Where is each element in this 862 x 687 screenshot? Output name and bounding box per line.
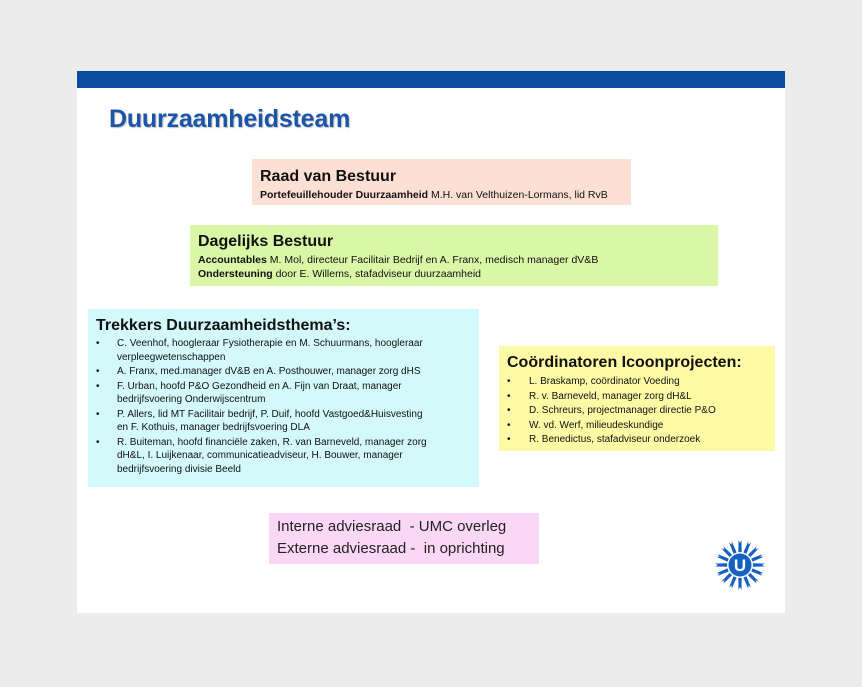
- logo-ray: [716, 554, 728, 562]
- interne-adviesraad: Interne adviesraad - UMC overleg: [277, 518, 507, 535]
- slide: [77, 71, 785, 613]
- coordinator-item: • R. Benedictus, stafadviseur onderzoek: [507, 433, 767, 447]
- dagelijks-bestuur-box: [190, 225, 718, 286]
- ondersteuning-line: [198, 267, 710, 281]
- externe-adviesraad: Externe adviesraad - in oprichting: [277, 540, 505, 557]
- logo-ray: [748, 573, 759, 584]
- trekker-item-line: dH&L, I. Luijkenaar, communicatieadviseur, H. Bouwer, manager: [117, 450, 403, 461]
- trekker-item-line: P. Allers, lid MT Facilitair bedrijf, P. Duif, hoofd Vastgoed&Huisvesting: [117, 408, 423, 420]
- coordinator-item: • R. v. Barneveld, manager zorg dH&L: [507, 390, 767, 404]
- ondersteuning-label: Ondersteuning: [198, 268, 273, 280]
- accountables-line: [198, 253, 710, 267]
- logo-ray: [729, 541, 737, 553]
- logo-ray: [743, 541, 751, 553]
- top-bar: [77, 71, 785, 88]
- logo-ray: [751, 568, 763, 576]
- logo-ray: [721, 573, 732, 584]
- trekkers-heading: Trekkers Duurzaamheidsthema’s:: [96, 317, 351, 334]
- umc-utrecht-logo-icon: [714, 539, 766, 591]
- logo-ray: [715, 563, 727, 566]
- logo-ray: [738, 540, 741, 552]
- trekker-item-line: en F. Kothuis, manager bedrijfsvoering DLA: [117, 422, 310, 433]
- coordinatoren-heading: Coördinatoren Icoonprojecten:: [507, 354, 742, 371]
- raad-role-line: [260, 188, 623, 202]
- trekkers-box: [88, 309, 479, 487]
- trekker-item-line: R. Buiteman, hoofd financiële zaken, R. van Barneveld, manager zorg: [117, 436, 427, 448]
- trekker-item: [96, 380, 471, 407]
- accountables-label: Accountables: [198, 254, 267, 266]
- raad-heading: Raad van Bestuur: [260, 168, 397, 185]
- logo-letter: U: [733, 556, 747, 575]
- trekker-item: [96, 436, 471, 477]
- logo-ray: [748, 546, 759, 557]
- logo-ray: [743, 576, 751, 588]
- trekker-item-line: bedrijfsvoering Onderwijscentrum: [117, 394, 266, 405]
- logo-ray: [751, 554, 763, 562]
- logo-ray: [721, 546, 732, 557]
- coordinatoren-box: [499, 346, 775, 451]
- accountables-text: M. Mol, directeur Facilitair Bedrijf en A. Franx, medisch manager dV&B: [266, 254, 599, 266]
- trekker-item-line: F. Urban, hoofd P&O Gezondheid en A. Fijn van Draat, manager: [117, 380, 402, 392]
- dagelijks-heading: Dagelijks Bestuur: [198, 233, 334, 250]
- coordinator-item: • D. Schreurs, projectmanager directie P&O: [507, 404, 767, 418]
- trekker-item: [96, 365, 471, 379]
- trekker-item: [96, 408, 471, 435]
- coordinator-item: • L. Braskamp, coördinator Voeding: [507, 375, 767, 389]
- raad-role-label: Portefeuillehouder Duurzaamheid: [260, 189, 429, 201]
- adviesraad-box: [269, 513, 539, 564]
- raad-van-bestuur-box: [252, 159, 631, 205]
- coordinatoren-list: [507, 375, 767, 447]
- logo-ray: [753, 563, 765, 566]
- raad-role-text: M.H. van Velthuizen-Lormans, lid RvB: [428, 189, 608, 201]
- trekker-item-line: A. Franx, med.manager dV&B en A. Posthouwer, manager zorg dHS: [117, 366, 421, 377]
- trekker-item: [96, 337, 471, 364]
- trekker-item-line: verpleegwetenschappen: [117, 351, 226, 363]
- logo-ray: [738, 578, 741, 590]
- trekker-item-line: bedrijfsvoering divisie Beeld: [117, 463, 241, 475]
- coordinator-item: • W. vd. Werf, milieudeskundige: [507, 419, 767, 433]
- ondersteuning-text: door E. Willems, stafadviseur duurzaamheid: [272, 268, 482, 280]
- trekker-item-line: C. Veenhof, hoogleraar Fysiotherapie en M. Schuurmans, hoogleraar: [117, 338, 423, 349]
- trekkers-list: [96, 337, 471, 476]
- logo-ray: [729, 576, 737, 588]
- logo-ray: [716, 568, 728, 576]
- page-title: Duurzaamheidsteam: [109, 105, 351, 133]
